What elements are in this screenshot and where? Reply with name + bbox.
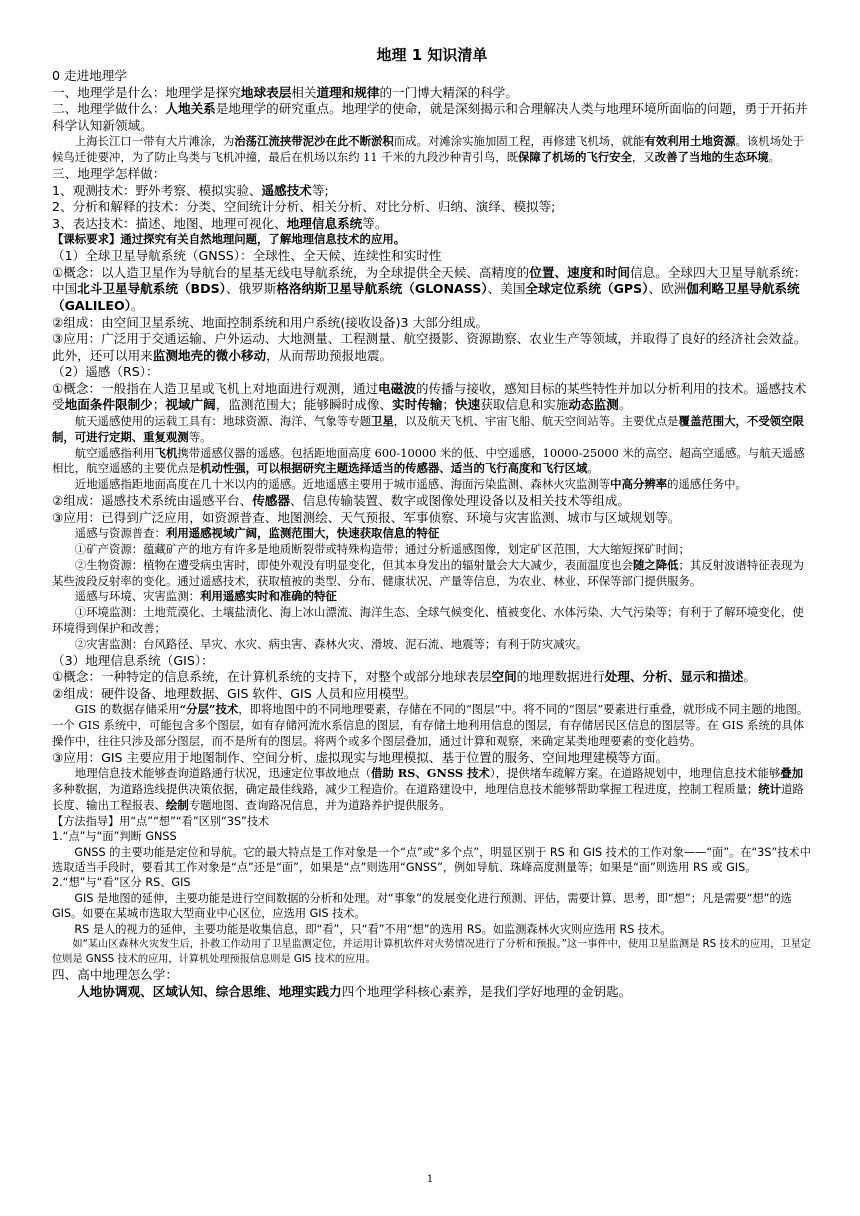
- paragraph: 【方法指导】用“点”“想”“看”区别“3S”技术: [52, 814, 270, 828]
- bold-text: 传感器: [252, 493, 290, 509]
- text-run: 信息。全球四大卫星导航系统：中国: [52, 264, 807, 297]
- paragraph: ②组成：硬件设备、地理数据、GIS 软件、GIS 人员和应用模型。: [52, 685, 417, 701]
- text-run: 上海长江口一带有大片滩涂，为: [74, 134, 235, 149]
- text-run: ，从而帮助预报地震。: [266, 347, 393, 363]
- text-run: 地理信息技术能够查询道路通行状况，迅速定位事故地点（: [74, 766, 371, 781]
- text-run: ②生物资源：植物在遭受病虫害时，即使外观没有明显变化，但其本身发出的辐射量会大大减少，表面温度也会: [74, 557, 633, 572]
- text-run: 等。: [362, 215, 388, 231]
- text-run: 、欧洲: [648, 281, 687, 297]
- paragraph: ③应用：已得到广泛应用，如资源普查、地图测绘、天气预报、军事侦察、环境与灾害监测、城市与区域规划等。: [52, 509, 681, 525]
- paragraph: RS 是人的视力的延伸，主要功能是收集信息，即“看”，只“看”不用“想”的选用 RS。如监测森林火灾则应选用 RS 技术。: [74, 922, 672, 936]
- paragraph: 如“某山区森林火灾发生后，扑救工作动用了卫星监测定位，并运用计算机软件对火势情况进行了分析和预报。”这一事件中，使用卫星监测是 RS 技术的应用，卫星定位则是 GNSS 技术的应用，计算机处理预报信息则是 GIS 技术的应用。: [52, 939, 811, 966]
- paragraph: [52, 589, 812, 605]
- paragraph: [52, 558, 812, 590]
- paragraph: [52, 134, 812, 166]
- bold-text: 地球表层: [240, 84, 292, 100]
- bold-text: “分层”技术: [179, 702, 239, 717]
- text-run: 、俄罗斯: [225, 281, 277, 297]
- paragraph: ②组成：由空间卫星系统、地面控制系统和用户系统(接收设备)3 大部分组成。: [52, 314, 489, 330]
- text-run: ，监测范围大；能够瞬时成像、: [215, 397, 393, 413]
- paragraph: [52, 183, 812, 200]
- text-run: 、信息传输装置、数字或图像处理设备以及相关技术等组成。: [289, 493, 631, 509]
- bold-text: 改善了当地的生态环境: [654, 150, 769, 165]
- bold-text: 机动性强，可以根据研究主题选择适当的传感器、适当的飞行高度和飞行区域: [200, 461, 588, 476]
- bold-text: 位置、速度和时间: [529, 264, 631, 280]
- bold-text: 统计: [758, 782, 782, 797]
- paragraph: ①环境监测：土地荒漠化、土壤盐渍化、海上冰山漂流、海洋生态、全球气候变化、植被变化、水体污染、大气污染等；有利于了解环境变化，使环境得到保护和改善；: [52, 605, 804, 636]
- bold-text: 实时传输: [392, 397, 443, 413]
- bold-text: 快速: [455, 397, 481, 413]
- bold-text: 人地协调观、区域认知、综合思维、地理实践力: [77, 984, 342, 1000]
- text-run: 四个地理学科核心素养，是我们学好地理的金钥匙。: [341, 984, 632, 1000]
- bold-text: 随之降低: [632, 557, 679, 572]
- text-run: 等。: [188, 429, 212, 444]
- text-run: 。: [131, 297, 144, 313]
- text-run: ③应用：广泛用于交通运输、户外运动、大地测量、工程测量、航空摄影、资源勘察、农业生产等领域，并取得了良好的经济社会效益。此外，还可以用来: [52, 331, 807, 363]
- text-run: ①概念：一种特定的信息系统，在计算机系统的支持下，对整个或部分地球表层: [52, 669, 492, 685]
- paragraph: ③应用：GIS 主要应用于地图制作、空间分析、虚拟现实与地理模拟、基于位置的服务、空间地理建模等方面。: [52, 749, 669, 765]
- text-run: ，即将地图中的不同地理要素，存储在不同的“图层”中。将不同的“图层”要素进行重叠，就形成不同主题的地图。一个 GIS 系统中，可能包含多个图层，如有存储河流水系信息的图层，有存储土地利用信息的图层，有存储居民区信息的图层等。在 GIS 系统的具体操作中，往往只涉及部分图层，而不是所有的图层。将两个或多个图层叠加，通过计算和观察，来确定某类地理要素的变化趋势。: [52, 702, 809, 748]
- paragraph: [52, 493, 812, 510]
- text-run: 道路长度、输出工程报表、: [52, 782, 804, 812]
- paragraph: 四、高中地理怎么学：: [52, 967, 178, 983]
- text-run: 1、观测技术：野外考察、模拟实验、: [52, 182, 262, 198]
- text-run: 一、地理学是什么：地理学是探究: [52, 84, 241, 100]
- bold-text: 中高分辨率: [610, 477, 668, 492]
- text-run: 的地理数据进行: [516, 669, 605, 685]
- text-run: 多种数据，为道路选线提供决策依据，确定最佳线路，减少工程造价。在道路建设中，地理信息技术能够帮助掌握工程进度，控制工程质量；: [52, 782, 759, 797]
- text-run: 、美国: [487, 281, 526, 297]
- text-run: 航空遥感指利用: [74, 445, 155, 460]
- paragraph: GNSS 的主要功能是定位和导航。它的最大特点是工作对象是一个“点”或“多个点”，明显区别于 RS 和 GIS 技术的工作对象——“面”。在“3S”技术中选取适当手段时，要看其工作对象是“点”还是“面”，如果是“点”则选用“GNSS”，例如导航、珠峰高度测量等；如果是“面”则选用 RS 或 GIS。: [52, 845, 811, 874]
- text-run: ），提供堵车疏解方案。在道路规划中，地理信息技术能够: [489, 766, 781, 781]
- paragraph: GIS 是地图的延伸，主要功能是进行空间数据的分析和处理。对“事象”的发展变化进行预测、评估，需要计算、思考，即“想”；凡是需要“想”的选 GIS。如要在某城市选取大型商业中心区位，应选用 GIS 技术。: [52, 891, 792, 921]
- bold-text: 覆盖范围大，不受领空限制，可进行定期、重复观测: [52, 414, 804, 444]
- text-run: 是地理学的研究重点。地理学的使命，就是深刻揭示和合理解决人类与地理环境所面临的问题，勇于开拓并科学认知新领域。: [52, 101, 808, 133]
- paragraph: ②灾害监测：台风路径、旱灾、水灾、病虫害、森林火灾、滑坡、泥石流、地震等；有利于防灾减灾。: [74, 636, 588, 651]
- bold-text: 处理、分析、显示和描述: [604, 669, 744, 685]
- paragraph: 0 走进地理学: [52, 68, 127, 83]
- text-run: 。: [768, 150, 781, 165]
- paragraph: [52, 766, 812, 813]
- document-body: [52, 68, 812, 1001]
- paragraph: 三、地理学怎样做：: [52, 165, 166, 181]
- text-run: 等;: [311, 182, 329, 198]
- bold-text: 空间: [491, 669, 517, 685]
- text-run: GIS 的数据存储采用: [74, 702, 180, 717]
- text-run: 获取信息和实施: [480, 397, 569, 413]
- bold-text: 有效利用土地资源: [644, 134, 736, 149]
- paragraph: （2）遥感（RS）：: [52, 364, 159, 380]
- paragraph: [52, 702, 812, 749]
- bold-text: 电磁波: [378, 380, 416, 396]
- bold-text: 保障了机场的飞行安全: [517, 150, 632, 165]
- bold-text: 动态监测: [568, 397, 619, 413]
- bold-text: 遥感技术: [261, 182, 312, 198]
- text-run: 近地遥感指距地面高度在几十米以内的遥感。近地遥感主要用于城市遥感、海面污染监测、森林火灾监测等: [74, 477, 611, 492]
- text-run: 。: [743, 669, 756, 685]
- bold-text: 地理信息系统: [286, 215, 363, 231]
- bold-text: 飞机: [154, 445, 178, 460]
- bold-text: 北斗卫星导航系统（BDS）: [77, 281, 226, 297]
- bold-text: 绘制: [165, 797, 189, 812]
- paragraph: [52, 265, 812, 315]
- paragraph: [52, 669, 812, 686]
- paragraph: [52, 232, 812, 248]
- text-run: ；其反射波谱特征表现为某些波段反射率的变化。通过遥感技术，获取植被的类型、分布、健康状况、产量等信息，为农业、林业、环保等部门提供服务。: [52, 557, 804, 588]
- text-run: 二、地理学做什么：: [52, 101, 166, 117]
- paragraph: 1.“点”与“面”判断 GNSS: [52, 830, 177, 844]
- bold-text: 地面条件限制少: [64, 397, 153, 413]
- text-run: ；: [152, 397, 166, 413]
- paragraph: [52, 984, 812, 1001]
- text-run: ②组成：遥感技术系统由遥感平台、: [52, 493, 253, 509]
- text-run: 。: [618, 397, 632, 413]
- text-run: 遥感与资源普查：: [74, 526, 166, 541]
- paragraph: [52, 414, 812, 446]
- paragraph: [52, 101, 812, 134]
- text-run: ；: [442, 397, 455, 413]
- paragraph: ①矿产资源：蕴藏矿产的地方有许多是地质断裂带或特殊构造带；通过分析遥感图像，划定矿区范围，大大缩短探矿时间；: [74, 542, 690, 557]
- bold-text: 人地关系: [165, 101, 216, 117]
- bold-text: 利用遥感实时和准确的特征: [200, 589, 337, 604]
- bold-text: 视域广阔: [165, 397, 216, 413]
- bold-text: 道理和规律: [316, 84, 380, 100]
- text-run: 。该机场处于候鸟迁徙要冲，为了防止鸟类与飞机冲撞，最后在机场以东约 11 千米的九段沙种青引鸟，既: [52, 134, 804, 165]
- paragraph: [52, 526, 812, 542]
- bold-text: 借助 RS、GNSS 技术: [370, 766, 490, 781]
- bold-text: 治荡江流挟带泥沙在此不断淤积: [234, 134, 394, 149]
- text-run: 。: [587, 461, 599, 476]
- text-run: 3、表达技术：描述、地图、地理可视化、: [52, 215, 287, 231]
- text-run: 专题地图、查询路况信息，并为道路养护提供服务。: [188, 797, 451, 812]
- bold-text: 【课标要求】通过探究有关自然地理问题，了解地理信息技术的应用。: [52, 232, 406, 247]
- bold-text: 全球定位系统（GPS）: [525, 281, 649, 297]
- paragraph: [52, 477, 812, 493]
- paragraph: [52, 85, 812, 102]
- bold-text: 监测地壳的微小移动: [152, 347, 267, 363]
- text-run: ，又: [631, 150, 655, 165]
- bold-text: 伽利略卫星导航系统（GALILEO）: [52, 281, 800, 313]
- paragraph: [52, 331, 812, 364]
- text-run: 相关: [291, 84, 317, 100]
- bold-text: 叠加: [780, 766, 804, 781]
- page-title: 地理 1 知识清单: [376, 46, 488, 64]
- text-run: ，以及航天飞机、宇宙飞船、航天空间站等。主要优点是: [393, 414, 679, 429]
- paragraph: （3）地理信息系统（GIS）：: [52, 652, 214, 668]
- bold-text: 利用遥感视域广阔，监测范围大，快速获取信息的特征: [165, 526, 440, 541]
- text-run: 的遥感任务中。: [667, 477, 747, 492]
- paragraph: 2.“想”与“看”区分 RS、GIS: [52, 876, 191, 890]
- paragraph: 2、分析和解释的技术：分类、空间统计分析、相关分析、对比分析、归纳、演绎、模拟等;: [52, 199, 556, 215]
- text-run: 航天遥感使用的运载工具有：地球资源、海洋、气象等专题: [74, 414, 371, 429]
- paragraph: [52, 446, 812, 478]
- paragraph: [52, 216, 812, 233]
- paragraph: （1）全球卫星导航系统（GNSS）：全球性、全天候、连续性和实时性: [52, 248, 442, 264]
- text-run: ①概念：一般指在人造卫星或飞机上对地面进行观测，通过: [52, 380, 379, 396]
- text-run: 遥感与环境、灾害监测：: [74, 589, 201, 604]
- text-run: 的传播与接收，感知目标的某些特性并加以分析利用的技术。遥感技术受: [52, 380, 807, 413]
- text-run: 携带遥感仪器的遥感。包括距地面高度 600-10000 米的低、中空遥感，10000-25000 米的高空、超高空遥感。与航天遥感相比，航空遥感的主要优点是: [52, 445, 805, 476]
- text-run: ①概念：以人造卫星作为导航台的星基无线电导航系统，为全球提供全天候、高精度的: [52, 264, 530, 280]
- bold-text: 格洛纳斯卫星导航系统（GLONASS）: [276, 281, 488, 297]
- text-run: 的一门博大精深的科学。: [379, 84, 518, 100]
- document-page: [52, 44, 812, 1001]
- paragraph: [52, 381, 812, 414]
- page-number: 1: [426, 1174, 434, 1185]
- text-run: 而成。对滩涂实施加固工程，再修建飞机场，就能: [393, 134, 645, 149]
- bold-text: 卫星: [370, 414, 394, 429]
